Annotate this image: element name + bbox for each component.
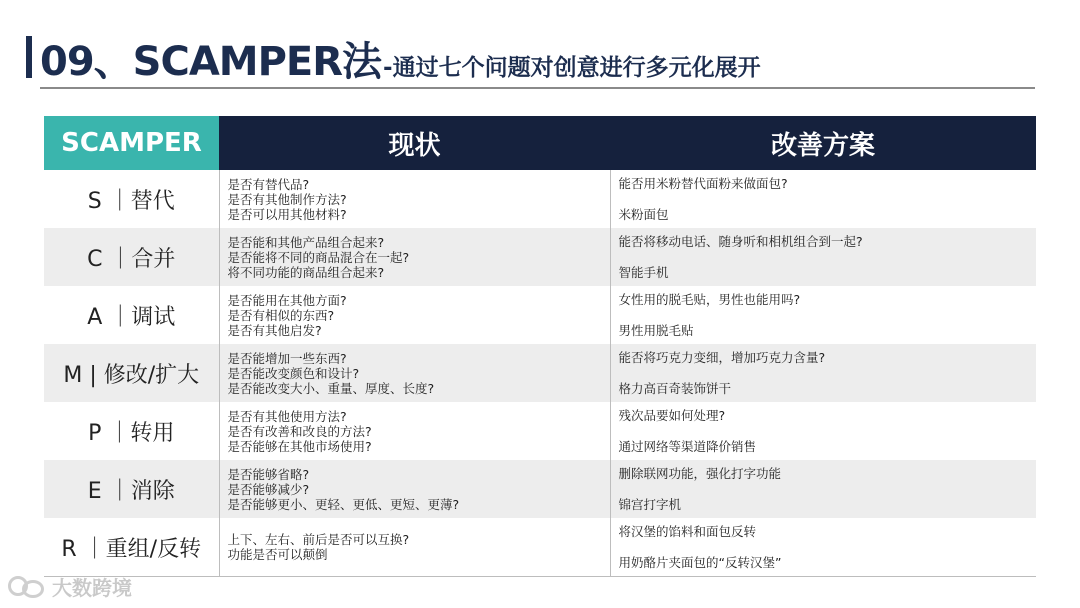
table-row [44,518,1036,577]
improvement-cell [610,170,1036,228]
title-divider [40,87,1035,89]
improvement-answer: 锦宫打字机 [618,497,682,512]
table-row [44,402,1036,460]
table-body [44,170,1036,577]
improvement-answer: 用奶酪片夹面包的“反转汉堡” [618,555,782,570]
scamper-item-name: R ｜重组/反转 [44,518,219,577]
current-state-question: 是否有其他使用方法? [227,408,347,424]
scamper-item-name: A ｜调试 [44,286,219,344]
current-state-question: 是否能够在其他市场使用? [227,438,372,454]
watermark-text: 大数跨境 [52,575,132,600]
current-state-cell [219,170,610,228]
current-state-question: 是否能够减少? [227,481,310,497]
header-scamper: SCAMPER [44,116,219,170]
watermark [8,573,132,599]
current-state-question: 是否能和其他产品组合起来? [227,234,385,250]
scamper-item-name: P ｜转用 [44,402,219,460]
page-title [40,30,761,86]
current-state-cell [219,228,610,286]
current-state-question: 是否能够省略? [227,466,310,482]
current-state-question: 是否能将不同的商品混合在一起? [227,249,410,265]
scamper-item-name: E ｜消除 [44,460,219,518]
current-state-question: 将不同功能的商品组合起来? [227,264,385,280]
current-state-cell [219,518,610,577]
improvement-question: 残次品要如何处理? [618,408,726,423]
current-state-question: 是否有替代品? [227,176,310,192]
current-state-question: 上下、左右、前后是否可以互换? [227,532,410,547]
current-state-question: 是否有其他启发? [227,322,322,338]
improvement-answer: 智能手机 [618,265,669,280]
improvement-question: 将汉堡的馅料和面包反转 [618,524,757,539]
current-state-question: 是否有其他制作方法? [227,191,347,207]
improvement-cell [610,286,1036,344]
title-accent-bar [26,36,32,78]
improvement-cell [610,518,1036,577]
improvement-question: 能否将移动电话、随身听和相机组合到一起? [618,234,863,249]
current-state-question: 是否可以用其他材料? [227,206,347,222]
current-state-question: 是否能改变颜色和设计? [227,365,360,381]
improvement-cell [610,460,1036,518]
scamper-item-name: S ｜替代 [44,170,219,228]
current-state-question: 是否有改善和改良的方法? [227,423,372,439]
table-row [44,460,1036,518]
current-state-question: 是否有相似的东西? [227,307,335,323]
scamper-table [44,116,1036,577]
improvement-question: 删除联网功能，强化打字功能 [618,466,782,481]
table-row [44,228,1036,286]
current-state-question: 是否能用在其他方面? [227,292,347,308]
improvement-cell [610,344,1036,402]
current-state-question: 是否能增加一些东西? [227,350,347,366]
current-state-cell [219,402,610,460]
page-title-main: 09、SCAMPER法 [40,39,382,85]
improvement-answer: 男性用脱毛贴 [618,323,694,338]
scamper-item-name: C ｜合并 [44,228,219,286]
improvement-cell [610,228,1036,286]
current-state-cell [219,460,610,518]
current-state-question: 是否能改变大小、重量、厚度、长度? [227,380,435,396]
header-current-state: 现状 [219,116,610,170]
current-state-cell [219,286,610,344]
header-improvement-plan: 改善方案 [610,116,1036,170]
scamper-item-name: M | 修改/扩大 [44,344,219,402]
improvement-question: 能否将巧克力变细，增加巧克力含量? [618,350,826,365]
improvement-answer: 通过网络等渠道降价销售 [618,439,757,454]
improvement-question: 能否用米粉替代面粉来做面包? [618,176,788,191]
current-state-question: 是否能够更小、更轻、更低、更短、更薄? [227,496,460,512]
current-state-cell [219,344,610,402]
table-row [44,344,1036,402]
improvement-question: 女性用的脱毛贴，男性也能用吗? [618,292,801,307]
table-row [44,286,1036,344]
table-header-row [44,116,1036,170]
watermark-logo-icon [8,574,46,598]
page-title-subtitle: -通过七个问题对创意进行多元化展开 [383,55,761,81]
improvement-answer: 格力高百奇装饰饼干 [618,381,732,396]
improvement-answer: 米粉面包 [618,207,669,222]
improvement-cell [610,402,1036,460]
current-state-question: 功能是否可以颠倒 [227,547,328,562]
table-row [44,170,1036,228]
